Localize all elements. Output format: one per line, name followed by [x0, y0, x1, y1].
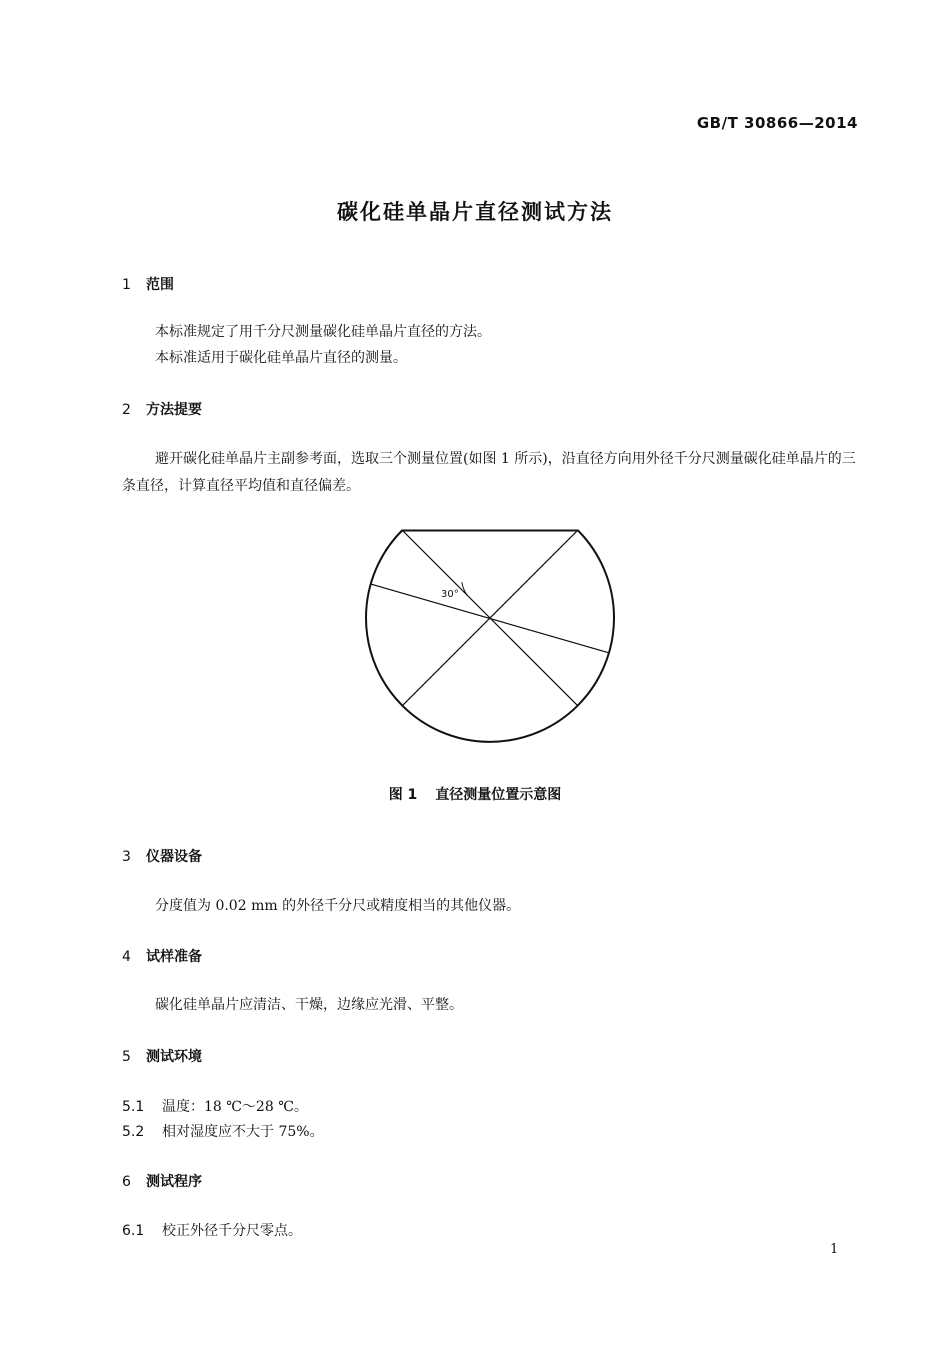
section-number: 4 — [122, 949, 131, 965]
section-number: 6 — [122, 1174, 131, 1190]
figure-caption-text: 直径测量位置示意图 — [435, 787, 562, 803]
section-5-heading — [122, 1046, 202, 1066]
clause-5-2 — [122, 1121, 324, 1141]
section-title: 仪器设备 — [146, 849, 202, 865]
section-4-heading — [122, 946, 202, 966]
page-number: 1 — [830, 1242, 839, 1257]
section-3-paragraph: 分度值为 0.02 mm 的外径千分尺或精度相当的其他仪器。 — [155, 898, 521, 914]
section-3-heading — [122, 846, 202, 866]
section-1-heading — [122, 274, 174, 294]
diameter-line-3 — [355, 493, 625, 755]
document-title: 碳化硅单晶片直径测试方法 — [337, 200, 613, 224]
diameter-line-2 — [355, 493, 625, 755]
section-number: 1 — [122, 277, 131, 293]
clause-text: 校正外径千分尺零点。 — [162, 1223, 302, 1239]
section-title: 方法提要 — [146, 402, 202, 418]
section-4-paragraph: 碳化硅单晶片应清洁、干燥，边缘应光滑、平整。 — [155, 997, 463, 1013]
standard-number: GB/T 30866—2014 — [696, 114, 858, 132]
section-title: 试样准备 — [146, 949, 202, 965]
angle-arc — [462, 582, 468, 595]
section-number: 5 — [122, 1049, 131, 1065]
section-1-paragraph-2: 本标准适用于碳化硅单晶片直径的测量。 — [155, 350, 407, 366]
section-title: 范围 — [146, 277, 174, 293]
clause-text: 相对湿度应不大于 75%。 — [162, 1124, 324, 1140]
figure-caption — [0, 784, 950, 804]
section-title: 测试程序 — [146, 1174, 202, 1190]
figure-number: 图 1 — [388, 787, 418, 803]
section-2-heading — [122, 399, 202, 419]
clause-6-1 — [122, 1220, 302, 1240]
clause-5-1 — [122, 1096, 308, 1116]
clause-number: 5.2 — [122, 1124, 145, 1140]
section-6-heading — [122, 1171, 202, 1191]
section-2-paragraph: 避开碳化硅单晶片主副参考面，选取三个测量位置(如图 1 所示)，沿直径方向用外径千分尺测量碳化硅单晶片的三条直径，计算直径平均值和直径偏差。 — [122, 451, 856, 494]
angle-label: 30° — [441, 589, 459, 600]
section-title: 测试环境 — [146, 1049, 202, 1065]
section-1-paragraph-1: 本标准规定了用千分尺测量碳化硅单晶片直径的方法。 — [155, 324, 491, 340]
diameter-measurement-figure — [355, 493, 625, 755]
clause-number: 6.1 — [122, 1223, 145, 1239]
section-number: 3 — [122, 849, 131, 865]
clause-number: 5.1 — [122, 1099, 145, 1115]
clause-text: 温度：18 ℃～28 ℃。 — [162, 1099, 308, 1115]
wafer-outline — [366, 531, 614, 742]
section-number: 2 — [122, 402, 131, 418]
